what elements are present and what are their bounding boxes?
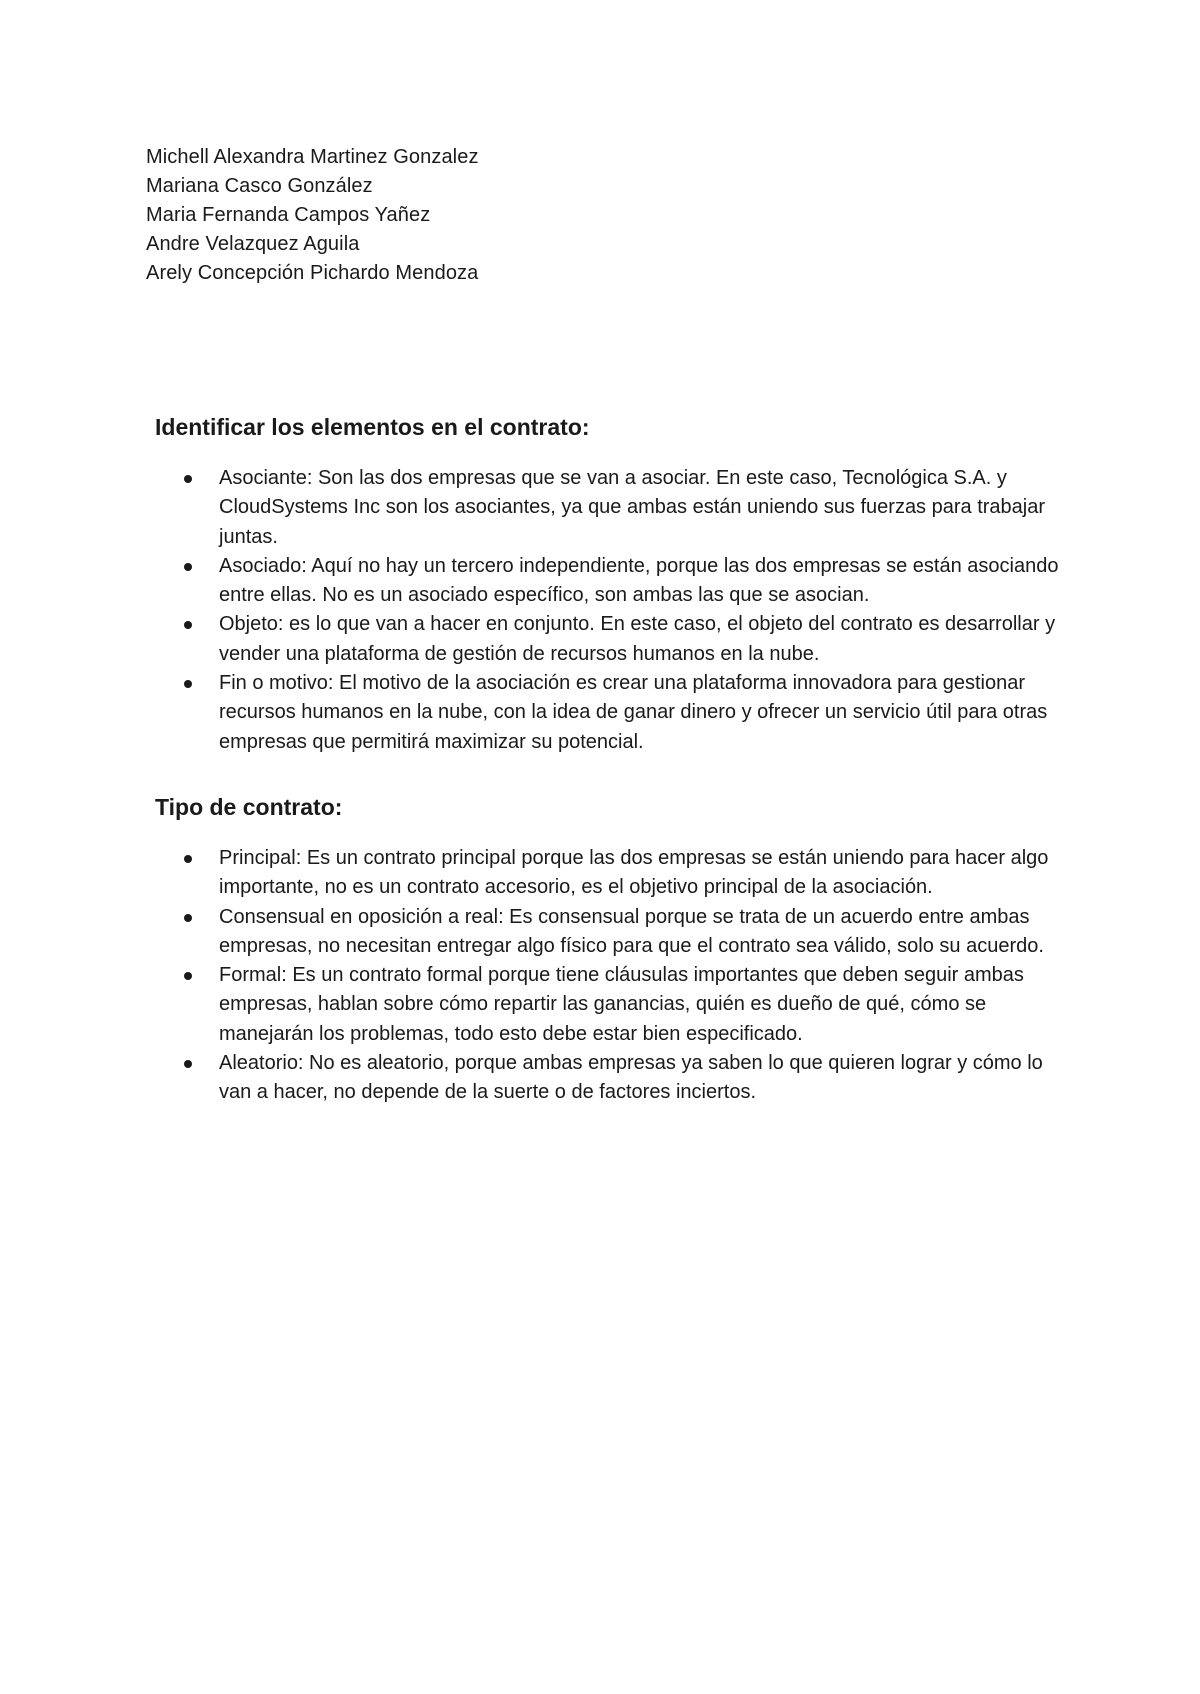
- bullet-icon: [184, 563, 192, 571]
- bullet-icon: [184, 855, 192, 863]
- list-item-text: Formal: Es un contrato formal porque tiene cláusulas importantes que deben seguir ambas empresas, hablan sobre cómo repartir las ganancias, quién es dueño de qué, cómo se manejarán los problemas, todo esto debe estar bien especificado.: [219, 964, 1024, 1045]
- list-item: [155, 552, 1075, 611]
- section-elements: [155, 412, 1075, 757]
- list-item-text: Aleatorio: No es aleatorio, porque ambas empresas ya saben lo que quieren lograr y cómo lo van a hacer, no depende de la suerte o de factores inciertos.: [219, 1052, 1043, 1104]
- list-item: [155, 903, 1075, 962]
- list-item: [155, 961, 1075, 1049]
- bullet-list: [155, 844, 1075, 1108]
- list-item-text: Objeto: es lo que van a hacer en conjunto. En este caso, el objeto del contrato es desarrollar y vender una plataforma de gestión de recursos humanos en la nube.: [219, 613, 1056, 665]
- list-item: [155, 464, 1075, 552]
- section-heading: Identificar los elementos en el contrato:: [155, 414, 590, 440]
- bullet-icon: [184, 475, 192, 483]
- author-name: Mariana Casco González: [146, 175, 373, 197]
- list-item-text: Principal: Es un contrato principal porque las dos empresas se están uniendo para hacer algo importante, no es un contrato accesorio, es el objetivo principal de la asociación.: [219, 847, 1049, 899]
- list-item-text: Asociado: Aquí no hay un tercero independiente, porque las dos empresas se están asociando entre ellas. No es un asociado específico, son ambas las que se asocian.: [219, 554, 1059, 607]
- list-item: [155, 1049, 1075, 1108]
- section-heading: Tipo de contrato:: [155, 794, 343, 820]
- bullet-list: [155, 464, 1075, 757]
- list-item: [155, 610, 1075, 669]
- author-name: Michell Alexandra Martinez Gonzalez: [146, 146, 479, 168]
- list-item: [155, 669, 1075, 757]
- author-list: [146, 143, 1046, 288]
- list-item-text: Consensual en oposición a real: Es consensual porque se trata de un acuerdo entre ambas empresas, no necesitan entregar algo físico para que el contrato sea válido, solo su acuerdo.: [219, 905, 1044, 957]
- bullet-icon: [184, 914, 192, 922]
- bullet-icon: [184, 972, 192, 980]
- bullet-icon: [184, 680, 192, 688]
- section-contract-type: [155, 792, 1075, 1108]
- author-name: Andre Velazquez Aguila: [146, 233, 360, 255]
- author-name: Maria Fernanda Campos Yañez: [146, 204, 431, 226]
- list-item-text: Fin o motivo: El motivo de la asociación es crear una plataforma innovadora para gestionar recursos humanos en la nube, con la idea de ganar dinero y ofrecer un servicio útil para otras empresas que permitirá maximizar su potencial.: [219, 672, 1048, 753]
- list-item-text: Asociante: Son las dos empresas que se van a asociar. En este caso, Tecnológica S.A. y CloudSystems Inc son los asociantes, ya que ambas están uniendo sus fuerzas para trabajar juntas.: [219, 467, 1046, 548]
- list-item: [155, 844, 1075, 903]
- bullet-icon: [184, 1060, 192, 1068]
- bullet-icon: [184, 621, 192, 629]
- author-name: Arely Concepción Pichardo Mendoza: [146, 262, 479, 284]
